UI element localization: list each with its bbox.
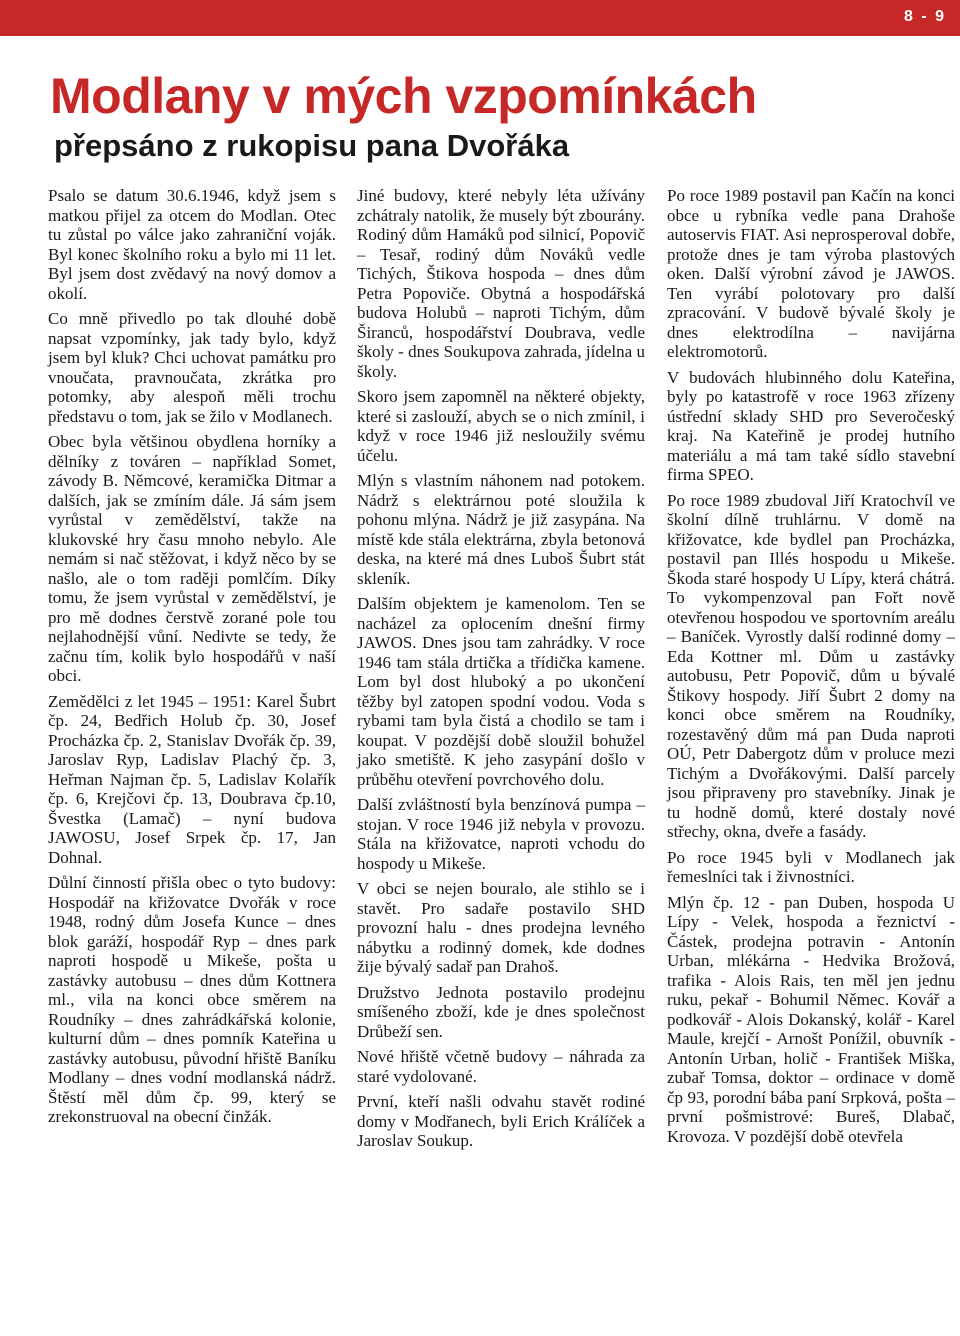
article-title: Modlany v mých vzpomínkách bbox=[50, 68, 757, 124]
text-column-3 bbox=[667, 186, 955, 1152]
paragraph: Mlýn čp. 12 - pan Duben, hospoda U Lípy - Velek, hospoda a řeznictví - Částek, prodejna potravin - Antonín Urban, mlékárna - Hedvika Brožová, trafika - Alois Rais, ten měl jen jednu ruku, pekař - Bohumil Němec. Kovář a podkovář - Alois Dokanský, kolář - Karel Maule, krejčí - Arnošt Ponížil, obuvník - Antonín Urban, holič - František Miška, zubař Tomsa, doktor – ordinace v domě čp 93, porodní bába paní Srpková, pošta – první pošmistrové: Bureš, Dlabač, Krovoza. V pozdější době otevřela bbox=[667, 892, 955, 1146]
article-subtitle: přepsáno z rukopisu pana Dvořáka bbox=[54, 128, 570, 163]
paragraph: Jiné budovy, které nebyly léta užívány zchátraly natolik, že musely být zbourány. Rodiný dům Hamáků pod silnicí, Popovič – Tesař, rodiný dům Nováků vedle Tichých, Štikova hospoda – dnes dům Petra Popoviče. Obytná a hospodářská budova Holubů – naproti Tichým, dům Širanců, hospodářství Doubrava, vedle školy - dnes Soukupova zahrada, jídelna u školy. bbox=[357, 186, 645, 381]
paragraph: Po roce 1945 byli v Modlanech jak řemeslníci tak i živnostníci. bbox=[667, 847, 955, 886]
paragraph: Dalším objektem je kamenolom. Ten se nacházel za oplocením dnešní firmy JAWOS. Dnes jsou tam zahrádky. V roce 1946 tam stála drtička a třídička kamene. Lom byl dost hluboký a po ukončení těžby byl zatopen spodní vodou. Voda s rybami tam byla čistá a chodilo se tam i koupat. V pozdější době sloužil bohužel jako smetiště. K jeho zasypání došlo v průběhu otevření povrchového dolu. bbox=[357, 594, 645, 789]
paragraph: Další zvláštností byla benzínová pumpa – stojan. V roce 1946 již nebyla v provozu. Stála na křižovatce, naproti vchodu do hospody u Mikeše. bbox=[357, 795, 645, 873]
paragraph: Družstvo Jednota postavilo prodejnu smíšeného zboží, kde je dnes společnost Drůbeží sen. bbox=[357, 982, 645, 1041]
paragraph: V budovách hlubinného dolu Kateřina, byly po katastrofě v roce 1963 zřízeny ústřední sklady SHD pro Severočeský kraj. Na Kateřině je prodej hutního materiálu a má tam také sídlo stavební firma SPEO. bbox=[667, 367, 955, 484]
paragraph: Skoro jsem zapomněl na některé objekty, které si zaslouží, abych se o nich zmínil, i když v roce 1946 již nesloužily svému účelu. bbox=[357, 387, 645, 465]
paragraph: Po roce 1989 postavil pan Kačín na konci obce u rybníka vedle pana Drahoše autoservis FIAT. Asi neprosperoval dobře, protože dnes je tam výroba plastových oken. Další výrobní závod je JAWOS. Ten vyrábí polotovary pro další zpracování. V budově bývalé školy je dnes elektrodílna – navijárna elektromotorů. bbox=[667, 186, 955, 361]
paragraph: Co mně přivedlo po tak dlouhé době napsat vzpomínky, jak tady bylo, když jsem byl kluk? Chci uchovat památku pro vnoučata, pravnoučata, zkrátka pro potomky, aby alespoň měli trochu představu o tom, jak se žilo v Modlanech. bbox=[48, 309, 336, 426]
paragraph: Důlní činností přišla obec o tyto budovy: Hospodář na křižovatce Dvořák v roce 1948, rodný dům Josefa Kunce – dnes blok garáží, hospodář Ryp – dnes park naproti hospodě u Mikeše, pošta u zastávky autobusu – dnes dům Kottnera ml., vila na konci obce směrem na Roudníky – dnes zahrádkářská kolonie, kulturní dům – dnes pomník Kateřina u zastávky autobusu, původní hřiště Baníku Modlany – dnes vodní modlanská nádrž. Štěstí měl dům čp. 99, který se zrekonstruoval na obecní činžák. bbox=[48, 873, 336, 1126]
page-header-bar bbox=[0, 0, 960, 36]
paragraph: V obci se nejen bouralo, ale stihlo se i stavět. Pro sadaře postavilo SHD provozní halu - dnes prodejna levného nábytku a rodinný domek, kde dodnes žije bývalý sadař pan Drahoš. bbox=[357, 879, 645, 976]
text-column-2 bbox=[357, 186, 645, 1157]
page-numbers: 8 - 9 bbox=[903, 8, 946, 25]
paragraph: První, kteří našli odvahu stavět rodiné domy v Modřanech, byli Erich Králíček a Jaroslav Soukup. bbox=[357, 1092, 645, 1150]
paragraph: Nové hřiště včetně budovy – náhrada za staré vydolované. bbox=[357, 1047, 645, 1086]
paragraph: Po roce 1989 zbudoval Jiří Kratochvíl ve školní dílně truhlárnu. V domě na křižovatce, kde bydlel pan Procházka, postavil pan Illés hospodu u Mikeše. Škoda staré hospody U Lípy, která chátrá. To vykompenzoval pan Fořt nově otevřenou hospodou ve sportovním areálu – Baníček. Vyrostly další rodinné domy – Eda Kottner ml. Dům u zastávky autobusu, Petr Popovič, dům u bývalé Štikovy hospody. Jiří Šubrt 2 domy na konci obce směrem na Roudníky, rozestavěný dům má pan Duda naproti OÚ, Petr Dabergotz dům v proluce mezi Tichým a Dvořákovými. Další parcely jsou připraveny pro stavebníky. Jinak je tu hodně domů, které dostaly nové střechy, okna, dveře a fasády. bbox=[667, 490, 955, 841]
text-column-1 bbox=[48, 186, 336, 1133]
paragraph: Zemědělci z let 1945 – 1951: Karel Šubrt čp. 24, Bedřich Holub čp. 30, Josef Procházka čp. 2, Stanislav Dvořák čp. 39, Jaroslav Ryp, Ladislav Plachý čp. 3, Heřman Najman čp. 5, Ladislav Kolařík čp. 6, Krejčovi čp. 13, Doubrava čp.10, Švestka (Lamač) – nyní budova JAWOSU, Josef Srpek čp. 17, Jan Dohnal. bbox=[48, 691, 336, 867]
paragraph: Mlýn s vlastním náhonem nad potokem. Nádrž s elektrárnou poté sloužila k pohonu mlýna. Nádrž je již zasypána. Na místě kde stála elektrárna, zbyla betonová deska, na které má dnes Luboš Šubrt stát skleník. bbox=[357, 471, 645, 588]
paragraph: Psalo se datum 30.6.1946, když jsem s matkou přijel za otcem do Modlan. Otec tu zůstal po válce jako zahraniční voják. Byl konec školního roku a bylo mi 11 let. Byl jsem dost zvědavý na nový domov a okolí. bbox=[48, 186, 336, 303]
paragraph: Obec byla většinou obydlena horníky a dělníky z továren – například Somet, závody B. Němcové, keramička Ditmar a dalších, jak se zmíním dále. Já sám jsem vyrůstal v zemědělství, takže na klukovské hry času mnoho nebylo. Ale nemám si nač stěžovat, i když něco by se našlo, ale o tom raději pomlčím. Díky tomu, že jsem vyrůstal v zemědělství, je pro mě dodnes čerstvě zorané pole tou nejlahodnější vůní. Nedivte se tedy, že začnu tím, kolik bylo hospodářů v naší obci. bbox=[48, 432, 336, 685]
